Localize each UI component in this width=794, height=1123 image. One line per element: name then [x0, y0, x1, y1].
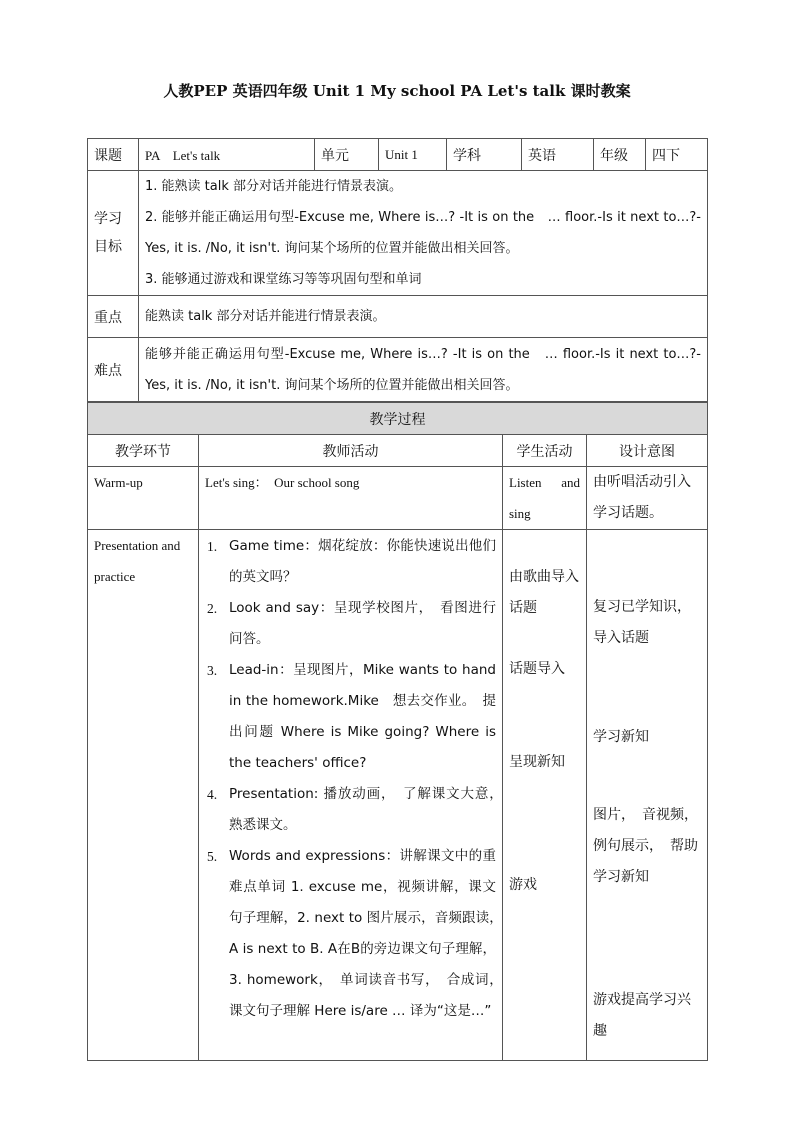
teacher-activity-item: 5. Words and expressions：讲解课文中的重难点单词 1. excuse me，视频讲解，课文句子理解，2. next to 图片展示，音频跟读， A is next to B. A在B的旁边课文句子理解，3. homework， 单词读音书写， 合成词， 课文句子理解 Here is/are … 译为“这是…”: [207, 848, 510, 1019]
difficulties-paragraph: 能够并能正确运用句型-Excuse me, Where is…? -It is on the … floor.-Is it next to…?-Yes, it is. /No, it isn't. 询问某个场所的位置并能做出相关回答。: [145, 346, 701, 393]
objectives-label: [88, 171, 139, 296]
objective-item: 1. 能熟读 talk 部分对话并能进行情景表演。: [145, 179, 403, 194]
presentation-teacher: [199, 530, 510, 1061]
unit-value: Unit 1: [379, 139, 447, 171]
student-activity-item: 游戏: [509, 877, 537, 893]
presentation-stage: Presentation and practice: [88, 530, 199, 1061]
key-points-paragraph: 能熟读 talk 部分对话并能进行情景表演。: [145, 309, 386, 324]
lesson-info-table: [87, 138, 708, 402]
header-teacher: 教师活动: [199, 435, 503, 467]
warmup-intent: 由听唱活动引入学习话题。: [587, 467, 708, 530]
presentation-student: [503, 530, 587, 1061]
document-title: 人教PEP 英语四年级 Unit 1 My school PA Let's talk 课时教案: [163, 82, 631, 100]
grade-label: 年级: [594, 139, 646, 171]
intent-item: 图片， 音视频，例句展示， 帮助学习新知: [593, 807, 698, 885]
grade-value: 四下: [646, 139, 708, 171]
process-title: 教学过程: [88, 403, 708, 435]
objectives-content: [139, 171, 708, 296]
intent-item: 游戏提高学习兴趣: [593, 992, 691, 1039]
teaching-process-table: [87, 402, 708, 1061]
student-activity-item: 呈现新知: [509, 754, 565, 770]
unit-label: 单元: [315, 139, 379, 171]
teacher-activity-item: 4. Presentation: 播放动画， 了解课文大意， 熟悉课文。: [207, 786, 510, 833]
student-activity-item: 由歌曲导入话题: [509, 569, 579, 616]
subject-label: 学科: [447, 139, 522, 171]
topic-label: 课题: [88, 139, 139, 171]
topic-value: PA Let's talk: [139, 139, 315, 171]
objective-item: 3. 能够通过游戏和课堂练习等等巩固句型和单词: [145, 272, 422, 287]
warmup-student: Listen and sing: [503, 467, 587, 530]
header-stage: 教学环节: [88, 435, 199, 467]
intent-item: 学习新知: [593, 729, 649, 745]
key-points-text: [139, 296, 708, 338]
key-points-label: 重点: [88, 296, 139, 338]
intent-item: 复习已学知识，导入话题: [593, 599, 691, 646]
objectives-label-line2: 目标: [94, 239, 122, 255]
difficulties-label: 难点: [88, 338, 139, 402]
teacher-activity-item: 1. Game time：烟花绽放：你能快速说出他们的英文吗？: [207, 538, 496, 585]
teacher-activity-item: 2. Look and say：呈现学校图片， 看图进行问答。: [207, 600, 496, 647]
difficulties-text: [139, 338, 708, 402]
subject-value: 英语: [522, 139, 594, 171]
teacher-activity-item: 3. Lead-in：呈现图片，Mike wants to hand in the homework.Mike 想去交作业。 提出问题 Where is Mike going? Where is the teachers' office?: [207, 662, 496, 771]
objectives-label-line1: 学习: [94, 211, 122, 227]
header-student: 学生活动: [503, 435, 587, 467]
objective-item: 2. 能够并能正确运用句型-Excuse me, Where is…? -It is on the … floor.-Is it next to…?-Yes, it is. /No, it isn't. 询问某个场所的位置并能做出相关回答。: [145, 210, 701, 256]
header-intent: 设计意图: [587, 435, 708, 467]
warmup-stage: Warm-up: [88, 467, 199, 530]
presentation-intent: [587, 530, 708, 1061]
warmup-teacher: Let's sing： Our school song: [199, 467, 503, 530]
student-activity-item: 话题导入: [509, 661, 565, 677]
